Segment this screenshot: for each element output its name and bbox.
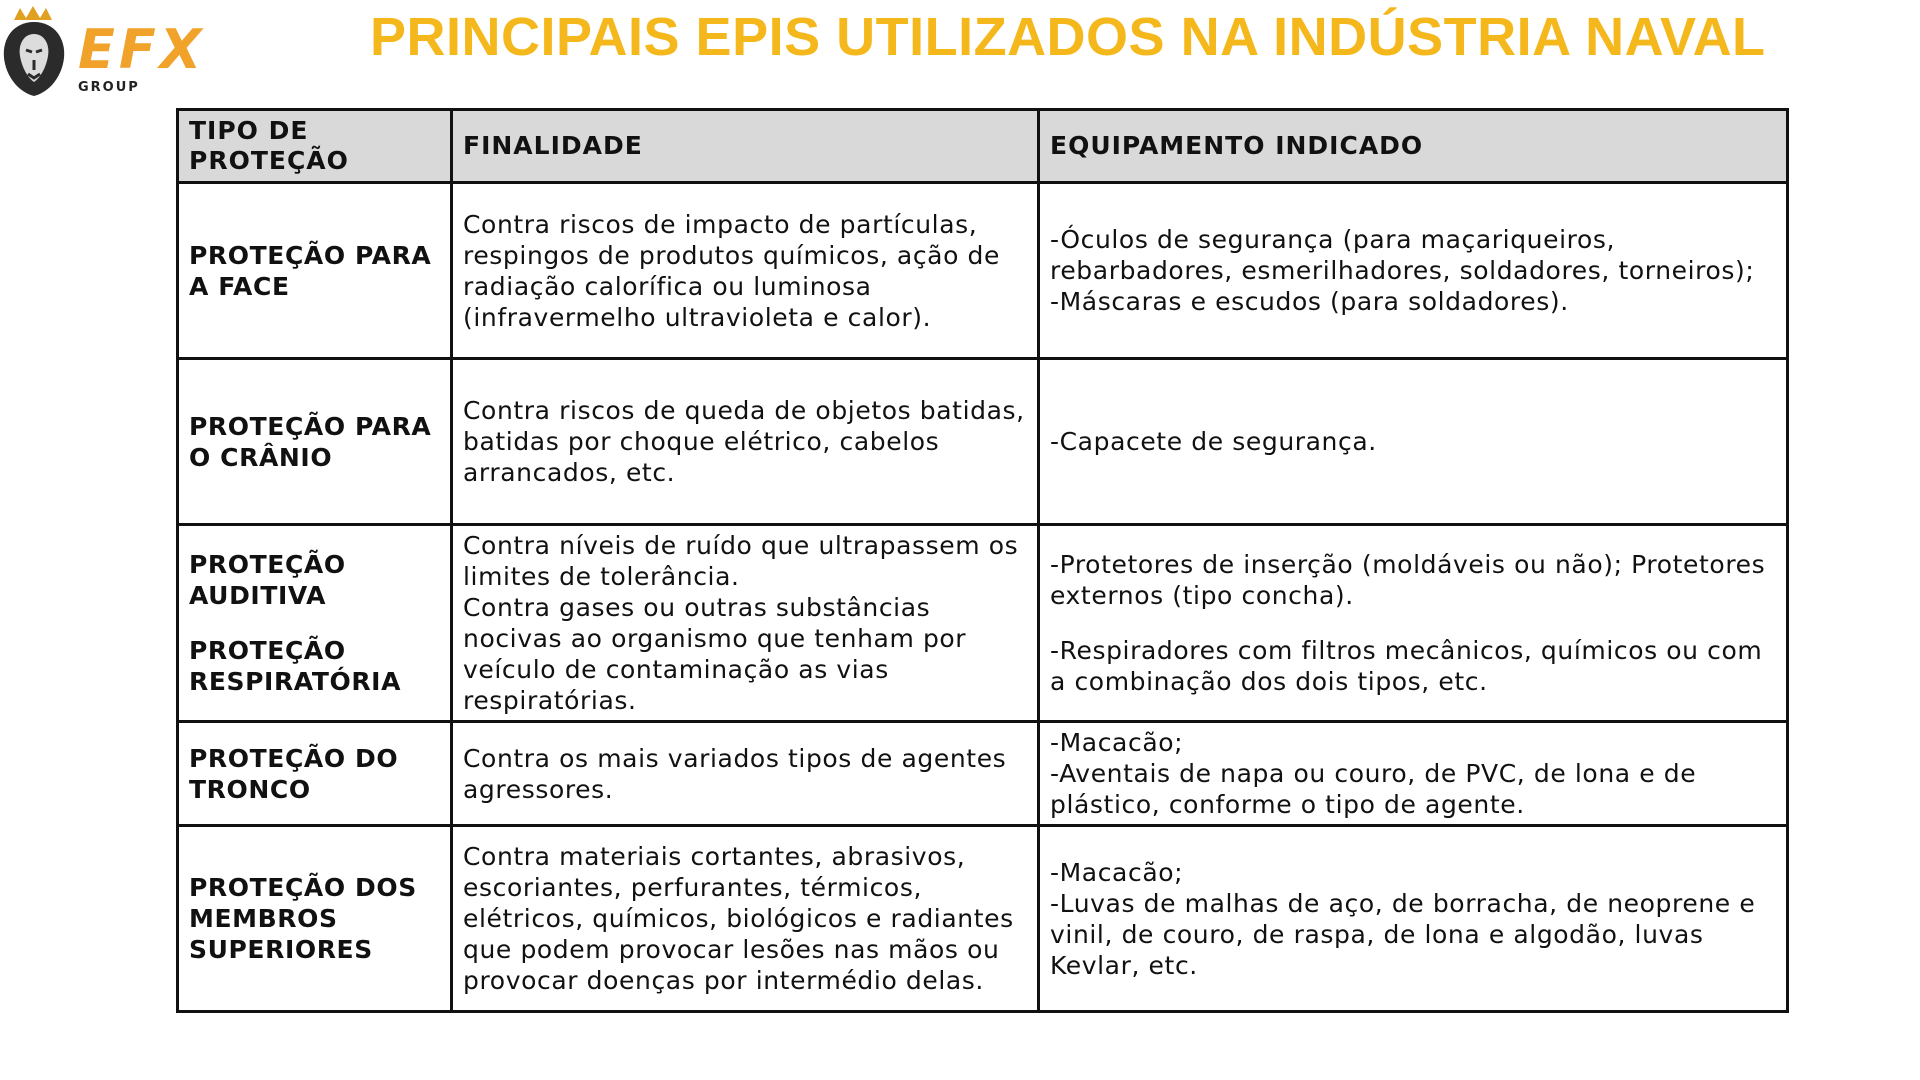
header-purpose: FINALIDADE [452,110,1039,183]
purpose-cell [452,525,1039,722]
header-protection-type: TIPO DE PROTEÇÃO [178,110,452,183]
respiratory-equipment: -Respiradores com filtros mecânicos, químicos ou com a combinação dos dois tipos, etc. [1050,636,1763,696]
protection-type-cell: PROTEÇÃO PARA O CRÂNIO [178,359,452,525]
respiratory-protection-label: PROTEÇÃO RESPIRATÓRIA [189,636,402,696]
protection-type-cell: PROTEÇÃO DOS MEMBROS SUPERIORES [178,826,452,1012]
table-row [178,722,1788,826]
auditory-equipment: -Protetores de inserção (moldáveis ou não); Protetores externos (tipo concha). [1050,550,1766,610]
purpose-cell: Contra os mais variados tipos de agentes agressores. [452,722,1039,826]
purpose-cell: Contra riscos de queda de objetos batidas, batidas por choque elétrico, cabelos arrancados, etc. [452,359,1039,525]
table-row [178,826,1788,1012]
equipment-cell: -Capacete de segurança. [1039,359,1788,525]
equipment-cell: -Macacão; -Aventais de napa ou couro, de PVC, de lona e de plástico, conforme o tipo de agente. [1039,722,1788,826]
purpose-cell: Contra riscos de impacto de partículas, respingos de produtos químicos, ação de radiação calorífica ou luminosa (infravermelho ultravioleta e calor). [452,183,1039,359]
table-row [178,359,1788,525]
protection-type-cell: PROTEÇÃO DO TRONCO [178,722,452,826]
table-row [178,183,1788,359]
lion-icon [0,4,70,100]
purpose-cell: Contra materiais cortantes, abrasivos, escoriantes, perfurantes, térmicos, elétricos, químicos, biológicos e radiantes que podem provocar lesões nas mãos ou provocar doenças por intermédio delas. [452,826,1039,1012]
epi-table [176,108,1789,1013]
table-row [178,525,1788,722]
page-title: PRINCIPAIS EPIS UTILIZADOS NA INDÚSTRIA NAVAL [370,7,1766,67]
auditory-protection-label: PROTEÇÃO AUDITIVA [189,550,346,610]
efx-group-logo [0,4,260,100]
logo-text: EFX [78,18,206,81]
equipment-cell [1039,525,1788,722]
header [0,0,1920,100]
equipment-cell: -Óculos de segurança (para maçariqueiros, rebarbadores, esmerilhadores, soldadores, torneiros); -Máscaras e escudos (para soldadores). [1039,183,1788,359]
logo-subtext: GROUP [78,80,140,95]
respiratory-purpose: Contra gases ou outras substâncias nocivas ao organismo que tenham por veículo de contaminação as vias respiratórias. [463,593,967,715]
equipment-cell: -Macacão; -Luvas de malhas de aço, de borracha, de neoprene e vinil, de couro, de raspa, de lona e algodão, luvas Kevlar, etc. [1039,826,1788,1012]
protection-type-cell: PROTEÇÃO PARA A FACE [178,183,452,359]
table-header-row [178,110,1788,183]
protection-type-cell [178,525,452,722]
header-equipment: EQUIPAMENTO INDICADO [1039,110,1788,183]
auditory-purpose: Contra níveis de ruído que ultrapassem os limites de tolerância. [463,531,1019,591]
